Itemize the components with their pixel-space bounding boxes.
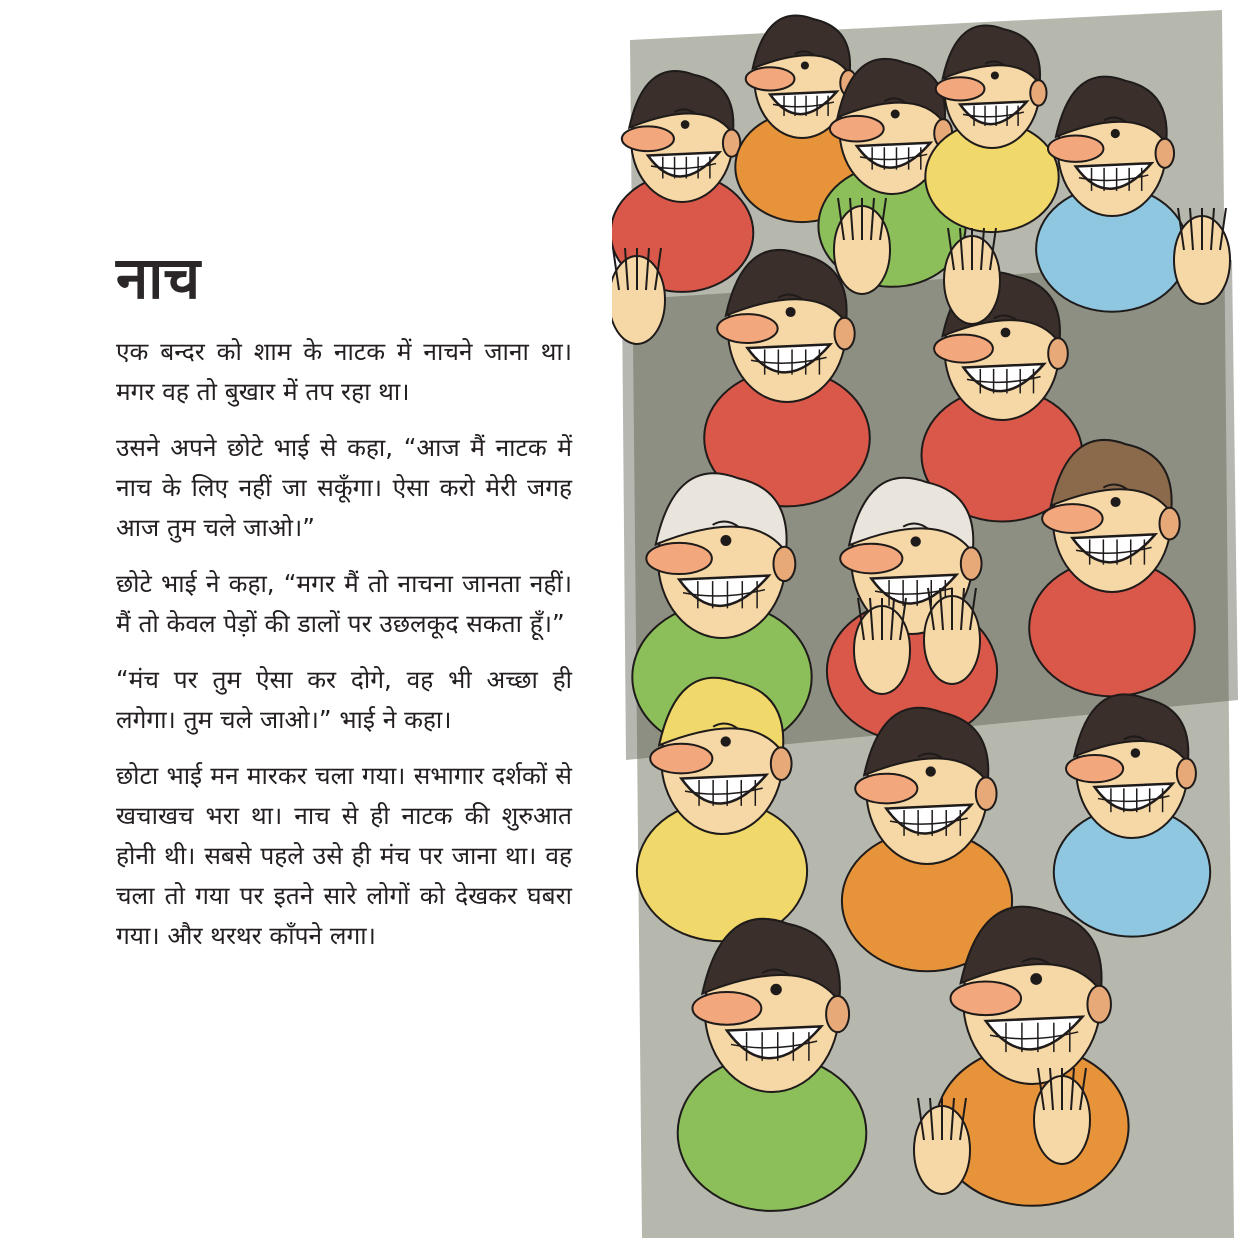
paragraph-4: “मंच पर तुम ऐसा कर दोगे, वह भी अच्छा ही लगेगा। तुम चले जाओ।” भाई ने कहा।	[116, 665, 572, 734]
crowd-illustration-canvas	[612, 0, 1238, 1238]
paragraph-1: एक बन्दर को शाम के नाटक में नाचने जाना था। मगर वह तो बुखार में तप रहा था।	[116, 337, 572, 406]
crowd-illustration	[612, 0, 1238, 1238]
paragraph-3: छोटे भाई ने कहा, “मगर मैं तो नाचना जानता नहीं। मैं तो केवल पेड़ों की डालों पर उछलकूद सकता हूँ।”	[116, 569, 572, 638]
paragraph-5: छोटा भाई मन मारकर चला गया। सभागार दर्शकों से खचाखच भरा था। नाच से ही नाटक की शुरुआत होनी थी। सबसे पहले उसे ही मंच पर जाना था। वह चला तो गया पर इतने सारे लोगों को देखकर घबरा गया। और थरथर काँपने लगा।	[116, 761, 572, 950]
story-text-column	[116, 238, 572, 972]
paragraph-2: उसने अपने छोटे भाई से कहा, “आज मैं नाटक में नाच के लिए नहीं जा सकूँगा। ऐसा करो मेरी जगह आज तुम चले जाओ।”	[116, 433, 572, 542]
story-title: नाच	[116, 244, 201, 312]
